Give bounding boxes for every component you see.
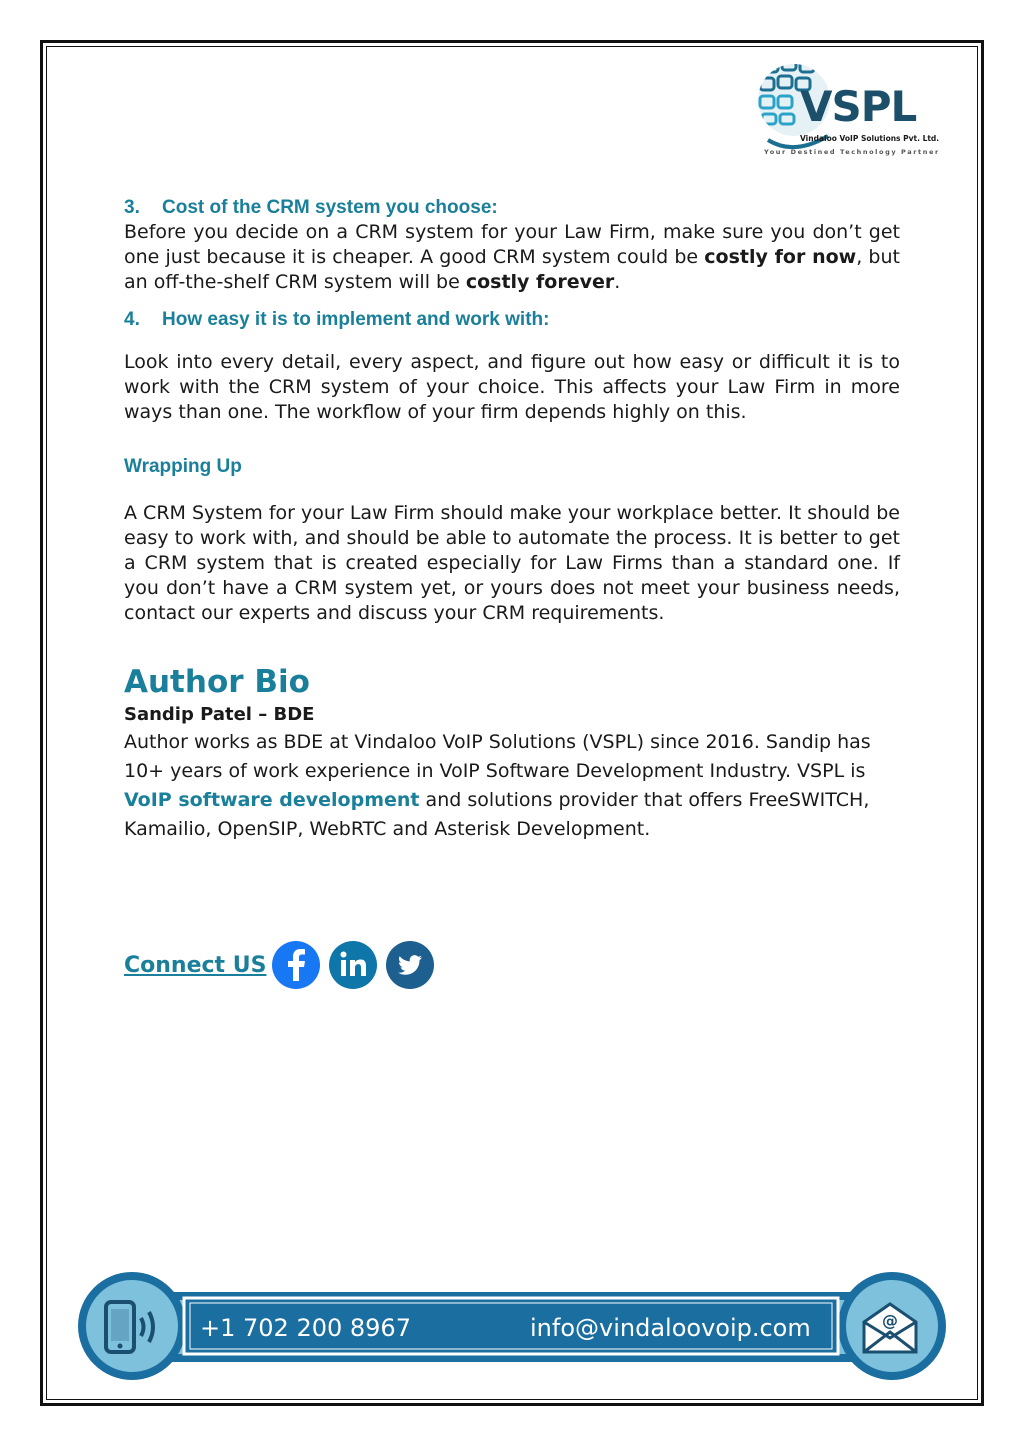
email-icon xyxy=(858,1298,922,1358)
logo-text: VSPL xyxy=(800,82,917,131)
svg-text:@: @ xyxy=(882,1311,898,1330)
section-3-paragraph xyxy=(124,220,900,295)
twitter-icon[interactable] xyxy=(386,941,434,989)
author-bio-text-2: and solutions provider that offers FreeSWITCH, Kamailio, OpenSIP, WebRTC and Asterisk Development. xyxy=(124,789,870,840)
section-3-title: Cost of the CRM system you choose: xyxy=(162,197,498,218)
logo-subtitle: Vindaloo VoIP Solutions Pvt. Ltd. xyxy=(800,134,940,143)
section-3-bold-2: costly forever xyxy=(465,271,615,293)
section-3-text-2: , but an off-the-shelf CRM system will be xyxy=(124,246,900,293)
email-address[interactable]: info@vindaloovoip.com xyxy=(530,1314,811,1342)
section-3-number: 3. xyxy=(124,197,140,218)
wrapping-up-paragraph: A CRM System for your Law Firm should make your workplace better. It should be easy to work with, and should be able to automate the process. It is better to get a CRM system that is created especially for Law Firms than a standard one. If you don’t have a CRM system yet, or yours does not meet your business needs, contact our experts and discuss your CRM requirements. xyxy=(124,502,900,624)
facebook-icon[interactable] xyxy=(272,941,320,989)
section-4-paragraph: Look into every detail, every aspect, and figure out how easy or difficult it is to work with the CRM system of your choice. This affects your Law Firm in more ways than one. The workflow of your firm depends highly on this. xyxy=(124,351,900,423)
linkedin-icon[interactable] xyxy=(329,941,377,989)
author-name: Sandip Patel – BDE xyxy=(124,704,315,725)
author-bio-paragraph xyxy=(124,728,900,844)
section-3-bold-1: costly for now xyxy=(704,246,857,268)
phone-icon xyxy=(98,1296,164,1360)
voip-software-development-link[interactable]: VoIP software development xyxy=(124,789,420,811)
section-4-number: 4. xyxy=(124,309,140,330)
logo-tagline: Your Destined Technology Partner xyxy=(764,148,940,156)
section-4-heading xyxy=(124,308,900,332)
author-bio-heading: Author Bio xyxy=(124,664,310,700)
connect-us-row xyxy=(124,940,443,990)
connect-us-link[interactable]: Connect US xyxy=(124,952,267,978)
section-3-heading xyxy=(124,196,900,220)
section-3-text-1: Before you decide on a CRM system for your Law Firm, make sure you don’t get one just because it is cheaper. A good CRM system could be xyxy=(124,221,900,268)
author-bio-text-1: Author works as BDE at Vindaloo VoIP Solutions (VSPL) since 2016. Sandip has 10+ years of work experience in VoIP Software Development Industry. VSPL is xyxy=(124,731,871,782)
section-4-title: How easy it is to implement and work with: xyxy=(162,309,550,330)
wrapping-up-heading: Wrapping Up xyxy=(124,456,242,477)
document-body xyxy=(124,196,900,844)
phone-number[interactable]: +1 702 200 8967 xyxy=(200,1314,411,1342)
section-3-text-3: . xyxy=(614,271,621,293)
